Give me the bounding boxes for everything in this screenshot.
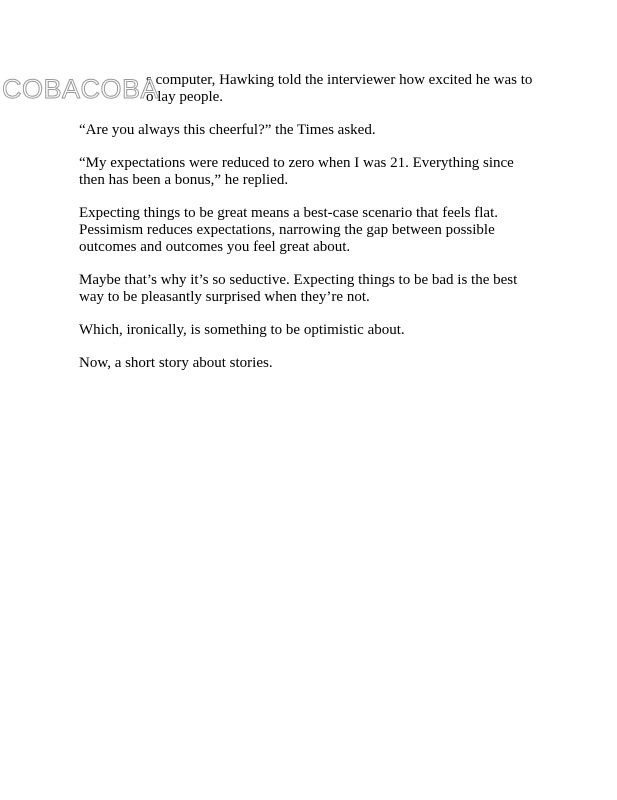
- paragraph-line: “My expectations were reduced to zero when I was 21. Everything since: [79, 155, 514, 171]
- paragraph-line: outcomes and outcomes you feel great about.: [79, 239, 351, 255]
- paragraph-line: Now, a short story about stories.: [79, 355, 273, 371]
- paragraph-line: “Are you always this cheerful?” the Times asked.: [79, 122, 376, 138]
- paragraph-2: [79, 122, 549, 139]
- paragraph-7: [79, 355, 549, 372]
- paragraph-line: o lay people.: [146, 89, 224, 105]
- document-body: [79, 72, 549, 388]
- paragraph-line: then has been a bonus,” he replied.: [79, 172, 289, 188]
- paragraph-line: Which, ironically, is something to be optimistic about.: [79, 322, 405, 338]
- watermark-text: COBACOBA: [2, 74, 160, 104]
- paragraph-line: way to be pleasantly surprised when they’re not.: [79, 289, 370, 305]
- paragraph-6: [79, 322, 549, 339]
- paragraph-line: Pessimism reduces expectations, narrowing the gap between possible: [79, 222, 495, 238]
- paragraph-5: [79, 272, 549, 306]
- paragraph-3: [79, 155, 549, 189]
- paragraph-line: Maybe that’s why it’s so seductive. Expecting things to be bad is the best: [79, 272, 518, 288]
- paragraph-line: Expecting things to be great means a best-case scenario that feels flat.: [79, 205, 499, 221]
- paragraph-4: [79, 205, 549, 256]
- paragraph-line: s computer, Hawking told the interviewer how excited he was to: [146, 72, 533, 88]
